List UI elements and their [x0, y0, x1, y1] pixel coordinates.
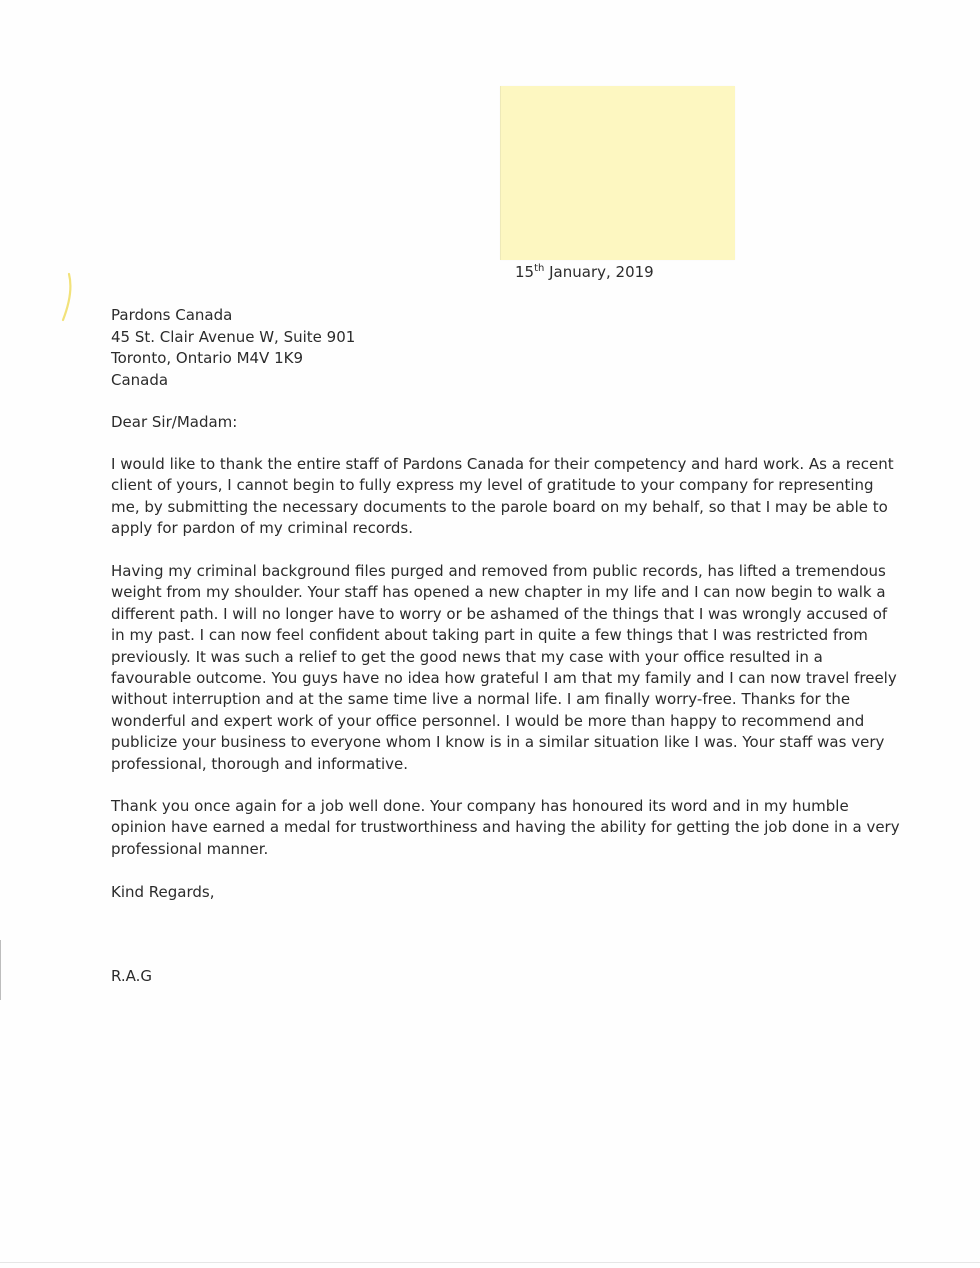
paragraph-line: I would like to thank the entire staff of Pardons Canada for their competency and hard work. As a recent [111, 455, 894, 473]
recipient-city: Toronto, Ontario M4V 1K9 [111, 349, 304, 367]
recipient-address [111, 305, 355, 391]
paragraph-conclusion [111, 796, 900, 860]
paragraph-line: weight from my shoulder. Your staff has opened a new chapter in my life and I can now begin to walk a [111, 583, 886, 602]
scan-edge-left [0, 940, 1, 1000]
paragraph-thanks [111, 454, 894, 540]
paragraph-line: apply for pardon of my criminal records. [111, 519, 414, 538]
paragraph-line: client of yours, I cannot begin to fully express my level of gratitude to your company for representing [111, 476, 874, 495]
signature-initials: R.A.G [111, 967, 153, 985]
date-suffix: th [534, 263, 545, 274]
paragraph-line: Having my criminal background files purged and removed from public records, has lifted a tremendous [111, 562, 886, 580]
recipient-name: Pardons Canada [111, 306, 233, 324]
paragraph-line: Thank you once again for a job well done. Your company has honoured its word and in my humble [111, 797, 849, 815]
highlighter-mark [60, 272, 74, 322]
paragraph-line: wonderful and expert work of your office personnel. I would be more than happy to recommend and [111, 711, 865, 730]
paragraph-experience [111, 561, 897, 775]
recipient-country: Canada [111, 370, 169, 389]
paragraph-line: different path. I will no longer have to worry or be ashamed of the things that I was wrongly accused of [111, 604, 888, 623]
scan-edge-bottom [0, 1262, 980, 1263]
paragraph-line: professional, thorough and informative. [111, 754, 409, 773]
letter-date [515, 262, 654, 282]
paragraph-line: without interruption and at the same time live a normal life. I am finally worry-free. Thanks for the [111, 690, 851, 709]
sticky-note-redaction [500, 86, 735, 260]
paragraph-line: professional manner. [111, 839, 269, 858]
closing: Kind Regards, [111, 883, 215, 901]
salutation: Dear Sir/Madam: [111, 413, 238, 431]
recipient-street: 45 St. Clair Avenue W, Suite 901 [111, 327, 356, 346]
paragraph-line: me, by submitting the necessary documents to the parole board on my behalf, so that I may be able to [111, 497, 888, 516]
paragraph-line: in my past. I can now feel confident about taking part in quite a few things that I was restricted from [111, 626, 868, 645]
paragraph-line: opinion have earned a medal for trustworthiness and having the ability for getting the job done in a very [111, 818, 900, 837]
paragraph-line: favourable outcome. You guys have no idea how grateful I am that my family and I can now travel freely [111, 669, 897, 688]
paragraph-line: publicize your business to everyone whom I know is in a similar situation like I was. Your staff was very [111, 733, 885, 752]
date-day: 15 [515, 263, 535, 281]
paragraph-line: previously. It was such a relief to get the good news that my case with your office resulted in a [111, 647, 823, 666]
date-rest: January, 2019 [544, 263, 654, 281]
